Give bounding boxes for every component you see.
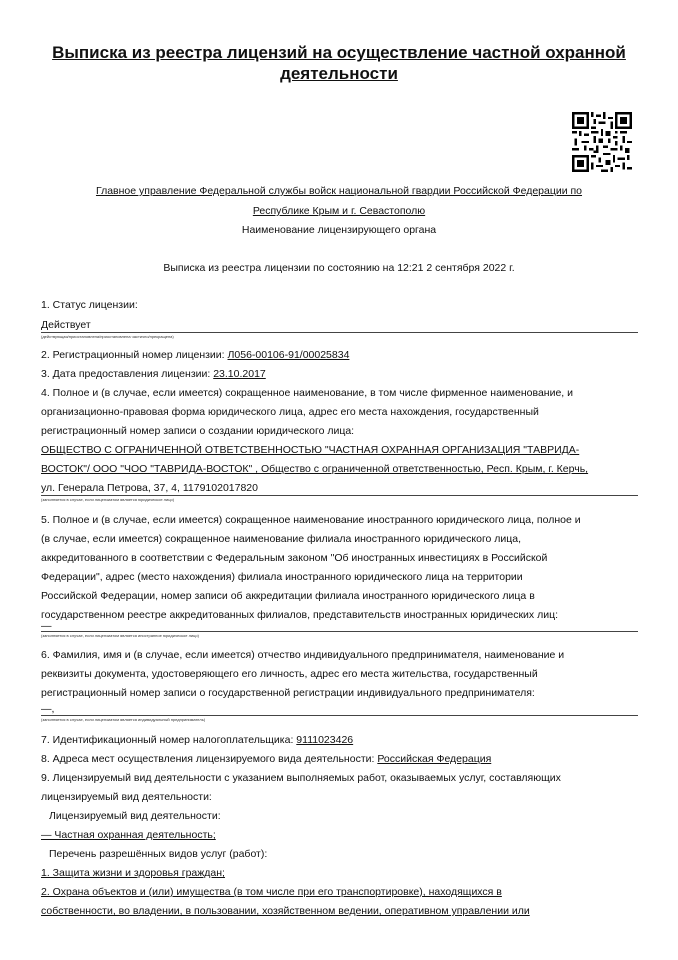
section-8	[41, 753, 491, 765]
licensing-authority-name: Главное управление Федеральной службы войск национальной гвардии Российской Федерации по	[95, 185, 583, 197]
registration-number-value: Л056-00106-91/00025834	[227, 349, 350, 361]
section-5-text: Федерации", адрес (место нахождения) филиала иностранного юридического лица на территории	[41, 571, 523, 583]
document-title-continued: деятельности	[280, 64, 398, 83]
service-item: 2. Охрана объектов и (или) имущества (в том числе при его транспортировке), находящихся в	[41, 886, 502, 898]
section-9-text: 9. Лицензируемый вид деятельности с указанием выполняемых работ, оказываемых услуг, составляющих	[41, 772, 561, 784]
section-2	[41, 349, 349, 361]
field-underline	[41, 715, 638, 716]
service-item: 1. Защита жизни и здоровья граждан;	[41, 867, 225, 879]
extract-date-statement: Выписка из реестра лицензии по состоянию на 12:21 2 сентября 2022 г.	[163, 262, 515, 274]
document-title: Выписка из реестра лицензий на осуществление частной охранной	[52, 43, 626, 62]
section-4-text: 4. Полное и (в случае, если имеется) сокращенное наименование, в том числе фирменное наименование, и	[41, 387, 573, 399]
legal-entity-value: ВОСТОК"/ ООО "ЧОО "ТАВРИДА-ВОСТОК" , Общество с ограниченной ответственностью, Респ. Крым, г. Керчь,	[41, 463, 589, 475]
field-underline	[41, 631, 638, 632]
legal-entity-caption: (заполняется в случае, если лицензиатом является юридическое лицо)	[41, 497, 175, 502]
section-5-text: 5. Полное и (в случае, если имеется) сокращенное наименование иностранного юридического лица, полное и	[41, 514, 581, 526]
services-label: Перечень разрешённых видов услуг (работ):	[49, 848, 268, 860]
section-3-label: 3. Дата предоставления лицензии:	[41, 368, 214, 380]
legal-entity-value: ОБЩЕСТВО С ОГРАНИЧЕННОЙ ОТВЕТСТВЕННОСТЬЮ "ЧАСТНАЯ ОХРАННАЯ ОРГАНИЗАЦИЯ "ТАВРИДА-	[41, 444, 580, 456]
entrepreneur-value: —,	[41, 703, 55, 715]
legal-entity-value: ул. Генерала Петрова, 37, 4, 1179102017820	[41, 482, 258, 494]
service-item-continued: собственности, во владении, в пользовании, хозяйственном ведении, оперативном управлении или	[41, 905, 530, 917]
section-5-text: государственном реестре аккредитованных филиалов, представительств иностранных юридических лиц:	[41, 609, 558, 621]
license-date-value: 23.10.2017	[213, 368, 266, 380]
section-8-label: 8. Адреса мест осуществления лицензируемого вида деятельности:	[41, 753, 378, 765]
section-3	[41, 368, 266, 380]
foreign-entity-caption: (заполняется в случае, если лицензиатом является иностранное юридическое лицо)	[41, 633, 199, 638]
section-7	[41, 734, 353, 746]
section-5-text: аккредитованного в соответствии с Федеральным законом "Об иностранных инвестициях в Российской	[41, 552, 548, 564]
section-7-label: 7. Идентификационный номер налогоплательщика:	[41, 734, 297, 746]
qr-code	[572, 112, 632, 172]
activity-value: — Частная охранная деятельность;	[41, 829, 216, 841]
entrepreneur-caption: (заполняется в случае, если лицензиатом является индивидуальный предприниматель)	[41, 717, 206, 722]
section-5-text: Российской Федерации, номер записи об аккредитации филиала иностранного юридического лица в	[41, 590, 535, 602]
activity-address-value: Российская Федерация	[377, 753, 492, 765]
license-status-value: Действует	[41, 319, 91, 331]
foreign-entity-value: —	[41, 620, 52, 632]
section-4-text: регистрационный номер записи о создании юридического лица:	[41, 425, 355, 437]
field-underline	[41, 332, 638, 333]
licensing-authority-name-continued: Республике Крым и г. Севастополю	[252, 205, 426, 217]
section-6-text: регистрационный номер записи о государственной регистрации индивидуального предпринимателя:	[41, 687, 535, 699]
licensing-authority-caption: Наименование лицензирующего органа	[241, 224, 437, 236]
section-9-text: лицензируемый вид деятельности:	[41, 791, 212, 803]
section-1-label: 1. Статус лицензии:	[41, 299, 138, 311]
section-6-text: 6. Фамилия, имя и (в случае, если имеется) отчество индивидуального предпринимателя, наименование и	[41, 649, 565, 661]
inn-value: 9111023426	[296, 734, 354, 746]
section-6-text: реквизиты документа, удостоверяющего его личность, адрес его места жительства, государственный	[41, 668, 538, 680]
section-5-text: (в случае, если имеется) сокращенное наименование филиала иностранного юридического лица,	[41, 533, 522, 545]
activity-label: Лицензируемый вид деятельности:	[49, 810, 221, 822]
section-2-label: 2. Регистрационный номер лицензии:	[41, 349, 228, 361]
field-underline	[41, 495, 638, 496]
section-4-text: организационно-правовая форма юридического лица, адрес его места нахождения, государственный	[41, 406, 539, 418]
license-status-caption: (действующая/приостановлена/приостановлена частично/прекращена)	[41, 334, 174, 339]
